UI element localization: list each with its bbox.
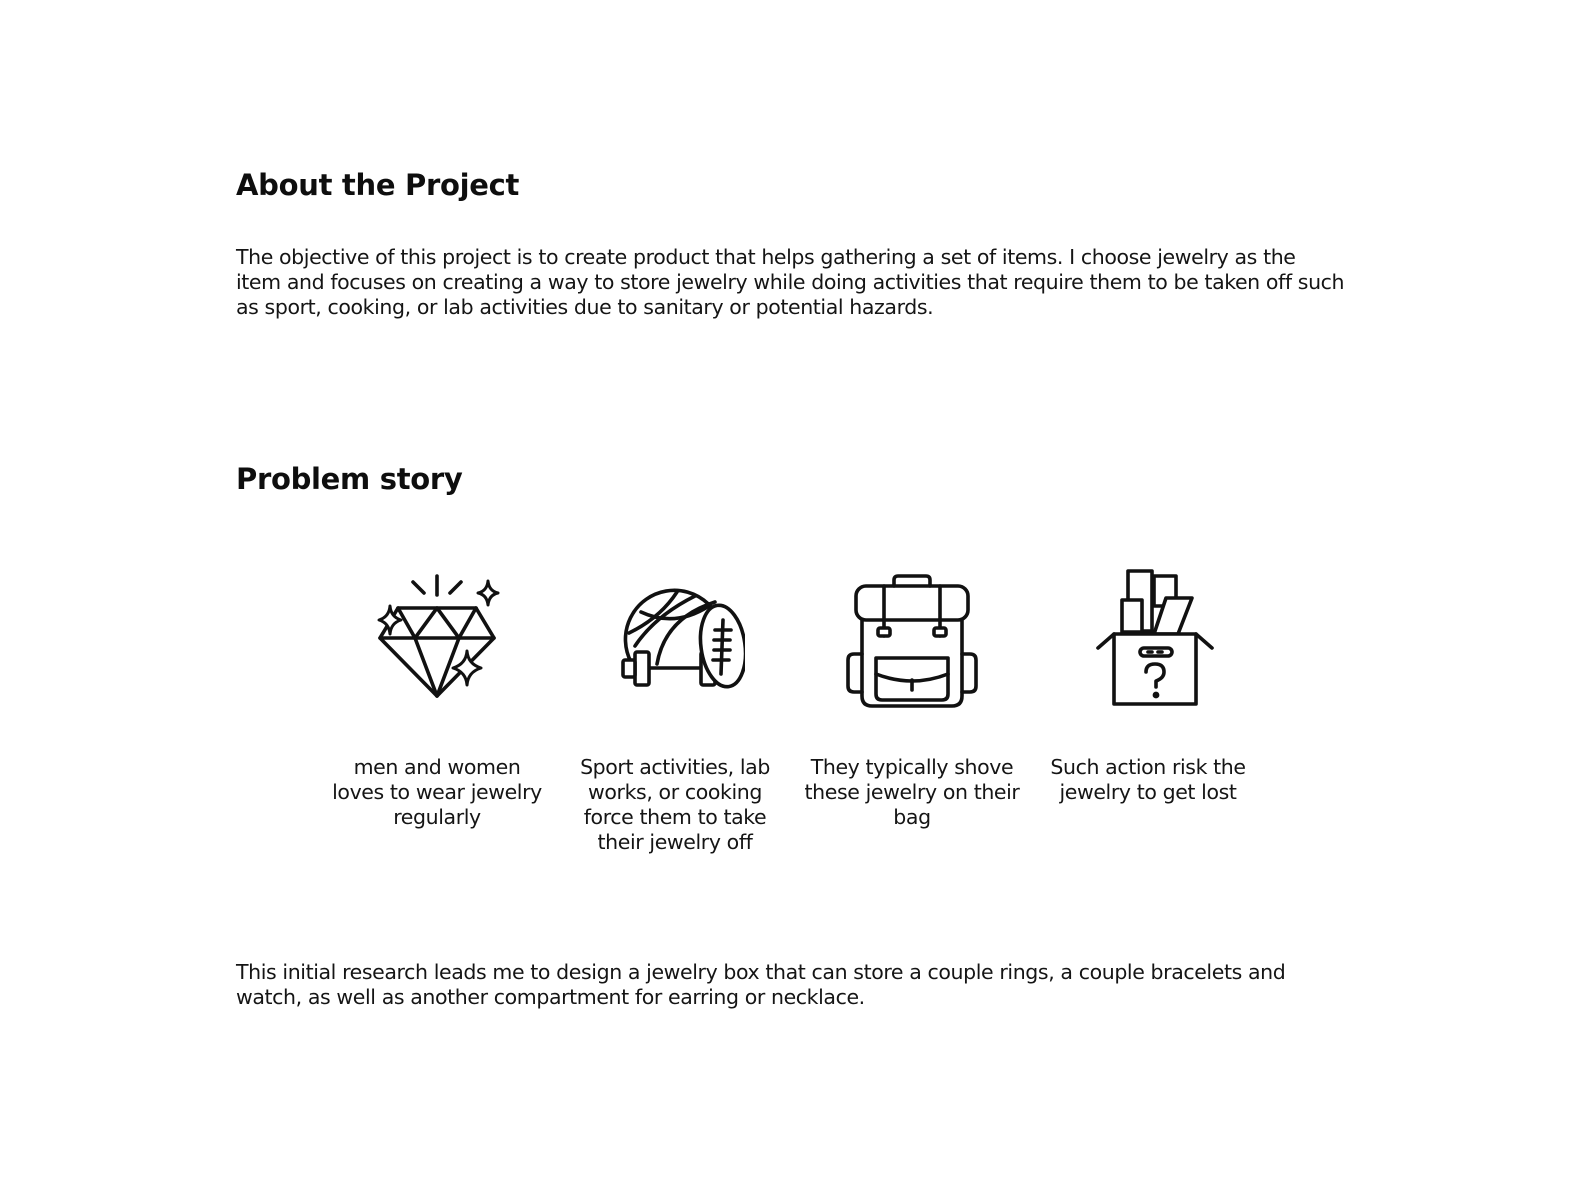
story-item-jewelry bbox=[322, 568, 552, 830]
story-item-bag bbox=[797, 568, 1027, 830]
diamond-icon bbox=[367, 568, 507, 713]
story-item-activities bbox=[560, 568, 790, 855]
conclusion-paragraph: This initial research leads me to design a jewelry box that can store a couple rings, a couple bracelets and watch, as well as another compartment for earring or necklace. bbox=[236, 960, 1286, 1009]
problem-heading: Problem story bbox=[236, 462, 463, 496]
story-item-lost bbox=[1033, 568, 1263, 805]
story-text-lost: Such action risk the jewelry to get lost bbox=[1050, 755, 1246, 804]
sports-icon bbox=[605, 568, 745, 713]
backpack-icon bbox=[842, 568, 982, 713]
story-text-activities: Sport activities, lab works, or cooking force them to take their jewelry off bbox=[580, 755, 770, 854]
about-heading: About the Project bbox=[236, 168, 520, 202]
story-text-bag: They typically shove these jewelry on their bag bbox=[804, 755, 1020, 829]
story-text-jewelry: men and women loves to wear jewelry regularly bbox=[332, 755, 542, 829]
lost-box-icon bbox=[1078, 568, 1218, 713]
about-description: The objective of this project is to create product that helps gathering a set of items. I choose jewelry as the item and focuses on creating a way to store jewelry while doing activities that require them to be taken off such as sport, cooking, or lab activities due to sanitary or potential hazards. bbox=[236, 245, 1345, 319]
